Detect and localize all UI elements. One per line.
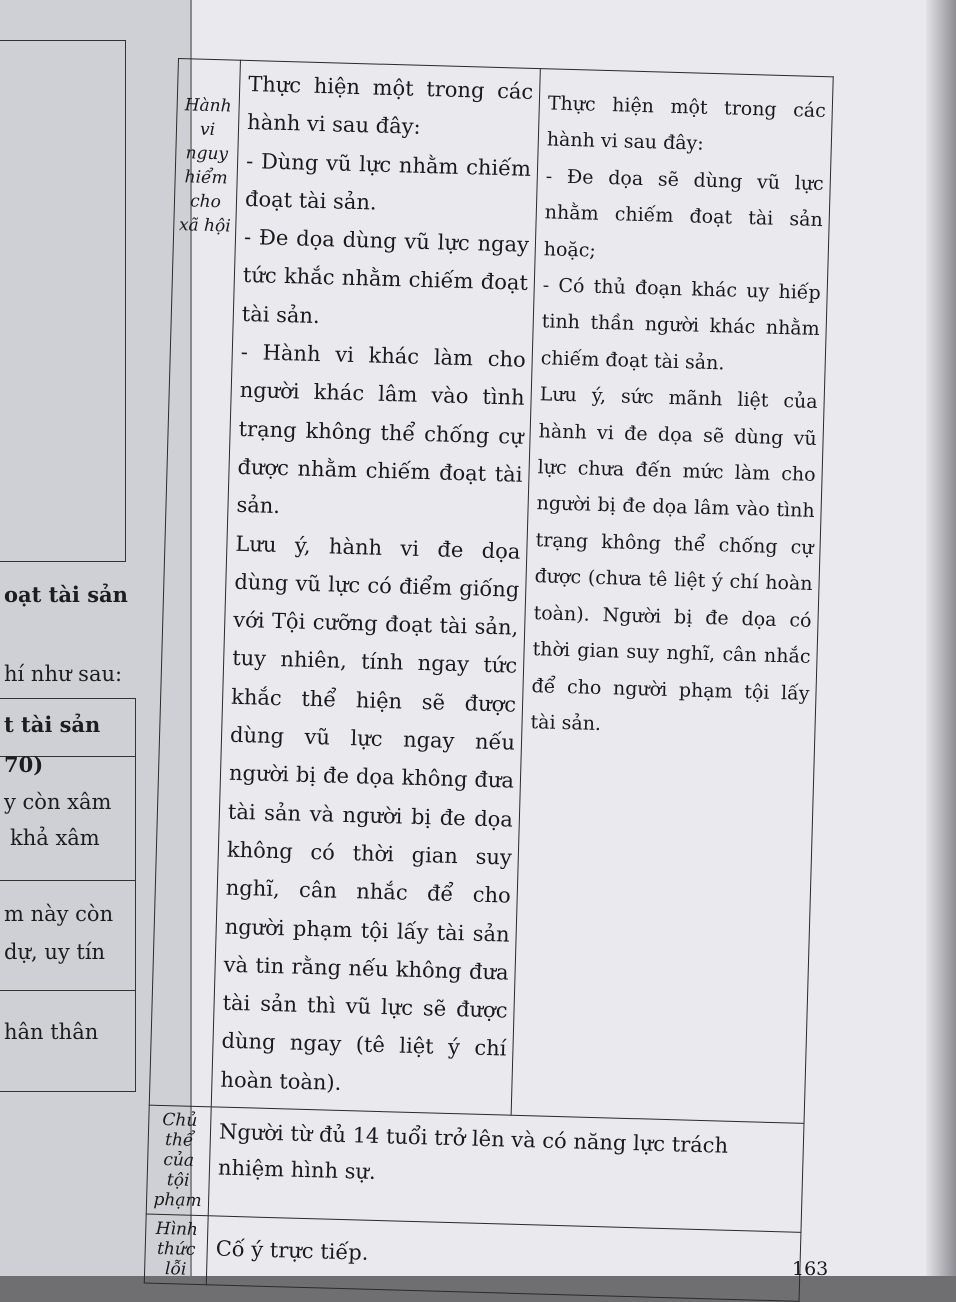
left-table-cell-fragment: hân thân [4,1020,99,1044]
table-row [149,59,833,1124]
cell-paragraph: - Đe dọa sẽ dùng vũ lực nhằm chiếm đoạt tài sản hoặc; [543,165,825,262]
cell-paragraph: Lưu ý, sức mãnh liệt của hành vi đe dọa sẽ dùng vũ lực chưa đến mức làm cho người bị đe dọa lâm vào tình trạng không thể chống cự được (chưa tê liệt ý chí hoàn toàn). Người bị đe dọa có thời gian suy nghĩ, cân nhắc để cho người phạm tội lấy tài sản. [530,383,818,735]
table-row [146,1105,804,1232]
page-number: 163 [792,1258,829,1280]
robbery-column-cell [211,60,540,1115]
cell-paragraph: - Hành vi khác làm cho người khác lâm vào tình trạng không thể chống cự được nhằm chiếm đoạt tài sản. [236,339,527,519]
cell-paragraph: Thực hiện một trong các hành vi sau đây: [246,71,534,140]
cell-paragraph: - Dùng vũ lực nhằm chiếm đoạt tài sản. [244,148,532,215]
left-table-cell-fragment: m này còn [4,902,114,926]
cell-paragraph: Thực hiện một trong các hành vi sau đây: [546,92,827,156]
cell-paragraph: - Đe dọa dùng vũ lực ngay tức khắc nhằm chiếm đoạt tài sản. [241,225,530,328]
left-table-header-fragment: 70) [4,752,44,777]
comparison-table [144,58,834,1302]
merged-content-cell: Cố ý trực tiếp. [206,1216,801,1302]
row-label-cell: Chủ thể của tội phạm [146,1105,211,1216]
left-table-line [0,990,135,991]
left-table-cell-fragment: khả xâm [10,826,100,850]
cell-paragraph: - Có thủ đoạn khác uy hiếp tinh thần người khác nhằm chiếm đoạt tài sản. [540,274,821,375]
left-heading-fragment: oạt tài sản [4,582,128,607]
left-table-cell-fragment: dự, uy tín [4,940,106,964]
left-text-fragment: hí như sau: [4,662,123,686]
left-table-line [0,880,135,881]
merged-content-cell: Người từ đủ 14 tuổi trở lên và có năng lực trách nhiệm hình sự. [208,1107,804,1233]
row-label-cell: Hình thức lỗi [144,1214,208,1285]
left-page-box [0,40,126,562]
left-table-header-fragment: t tài sản [4,712,101,737]
extortion-column-cell [511,69,833,1124]
cell-paragraph: Lưu ý, hành vi đe dọa dùng vũ lực có điểm giống với Tội cưỡng đoạt tài sản, tuy nhiên, tính ngay tức khắc thể hiện sẽ được dùng vũ lực ngay nếu người bị đe dọa không đưa tài sản và người bị đe dọa không có thời gian suy nghĩ, cân nhắc để cho người phạm tội lấy tài sản và tin rằng nếu không đưa tài sản thì vũ lực sẽ được dùng ngay (tê liệt ý chí hoàn toàn). [220,531,521,1095]
left-table-cell-fragment: y còn xâm [4,790,112,814]
page-edge-shadow [926,0,956,1276]
row-label-cell: Hành vi nguy hiểm cho xã hội [149,59,240,1107]
